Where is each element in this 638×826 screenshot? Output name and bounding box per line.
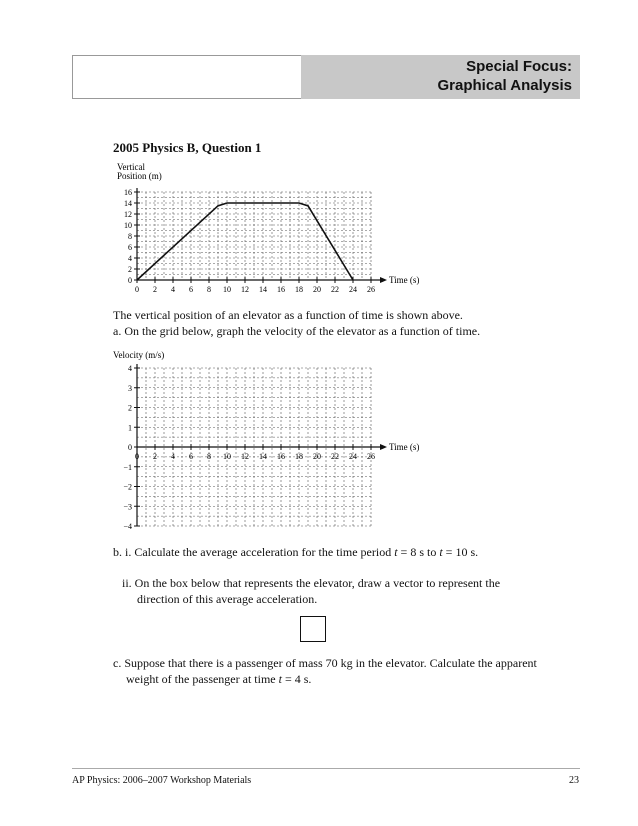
y-tick-label: 12 xyxy=(124,210,132,219)
page-number: 23 xyxy=(569,775,579,786)
y-tick-label: 2 xyxy=(128,403,132,413)
x-axis-label: Time (s) xyxy=(389,442,420,452)
y-axis-label: Velocity (m/s) xyxy=(113,350,165,360)
x-tick-label: 24 xyxy=(349,452,357,461)
intro-text: The vertical position of an elevator as a function of time is shown above. xyxy=(113,308,463,322)
x-tick-label: 2 xyxy=(153,285,157,294)
y-tick-label: −4 xyxy=(123,522,132,531)
x-axis-arrow xyxy=(380,277,387,283)
footer-title: AP Physics: 2006–2007 Workshop Materials xyxy=(72,775,252,786)
x-tick-label: 14 xyxy=(259,285,267,294)
y-axis-label-line1: Vertical xyxy=(117,162,145,172)
x-tick-label: 6 xyxy=(189,285,193,294)
x-tick-label: 10 xyxy=(223,452,231,461)
x-tick-label: 16 xyxy=(277,285,285,294)
x-axis-label: Time (s) xyxy=(389,275,420,285)
x-tick-label: 22 xyxy=(331,452,339,461)
header-left-box xyxy=(72,55,301,99)
y-tick-label: 6 xyxy=(128,243,132,252)
x-tick-label: 18 xyxy=(295,285,303,294)
x-tick-label: 2 xyxy=(153,452,157,461)
part-b-i-text: b. i. Calculate the average acceleration for the time period t = 8 s to t = 10 s. xyxy=(113,545,479,559)
x-tick-label: 10 xyxy=(223,285,231,294)
x-tick-label: 26 xyxy=(367,452,375,461)
x-tick-label: 22 xyxy=(331,285,339,294)
x-tick-label: 16 xyxy=(277,452,285,461)
part-b-ii-text-line2: direction of this average acceleration. xyxy=(137,592,318,606)
x-axis-arrow xyxy=(380,444,387,450)
part-c-text-line2: weight of the passenger at time t = 4 s. xyxy=(126,672,312,686)
y-tick-label: 2 xyxy=(128,265,132,274)
velocity-time-grid[interactable] xyxy=(100,345,420,535)
x-tick-label: 20 xyxy=(313,285,321,294)
y-tick-label: 10 xyxy=(124,221,132,230)
header-title-line2: Graphical Analysis xyxy=(437,77,572,94)
part-a-text: a. On the grid below, graph the velocity of the elevator as a function of time. xyxy=(113,324,481,338)
part-c-text-line1: c. Suppose that there is a passenger of mass 70 kg in the elevator. Calculate the apparent xyxy=(113,656,537,670)
y-tick-label: 4 xyxy=(128,364,132,373)
footer-rule xyxy=(72,768,580,769)
x-tick-label: 14 xyxy=(259,452,267,461)
y-tick-label: −3 xyxy=(123,502,132,512)
y-tick-label: −2 xyxy=(123,482,132,492)
y-tick-label: 14 xyxy=(124,199,132,208)
x-tick-label: 8 xyxy=(207,285,211,294)
x-tick-label: 0 xyxy=(135,452,139,461)
x-tick-label: 4 xyxy=(171,452,175,461)
y-tick-label: −1 xyxy=(123,462,132,472)
x-tick-label: 18 xyxy=(295,452,303,461)
x-tick-label: 20 xyxy=(313,452,321,461)
part-b-ii-text-line1: ii. On the box below that represents the elevator, draw a vector to represent the xyxy=(122,576,501,590)
elevator-box[interactable] xyxy=(300,616,326,642)
x-tick-label: 0 xyxy=(135,285,139,294)
header-banner xyxy=(301,55,580,99)
position-time-graph xyxy=(100,160,420,300)
x-tick-label: 6 xyxy=(189,452,193,461)
x-tick-label: 4 xyxy=(171,285,175,294)
header-title-line1: Special Focus: xyxy=(466,58,572,75)
x-tick-label: 26 xyxy=(367,285,375,294)
y-tick-label: 0 xyxy=(128,276,132,285)
y-tick-label: 16 xyxy=(124,188,132,197)
y-tick-label: 8 xyxy=(128,232,132,241)
y-tick-label: 1 xyxy=(128,423,132,433)
question-title: 2005 Physics B, Question 1 xyxy=(113,140,262,155)
x-tick-label: 12 xyxy=(241,285,249,294)
x-tick-label: 12 xyxy=(241,452,249,461)
y-axis-label-line2: Position (m) xyxy=(117,171,162,181)
y-tick-label: 3 xyxy=(128,383,132,393)
y-tick-label: 0 xyxy=(128,443,132,452)
y-tick-label: 4 xyxy=(128,254,132,263)
x-tick-label: 24 xyxy=(349,285,357,294)
x-tick-label: 8 xyxy=(207,452,211,461)
